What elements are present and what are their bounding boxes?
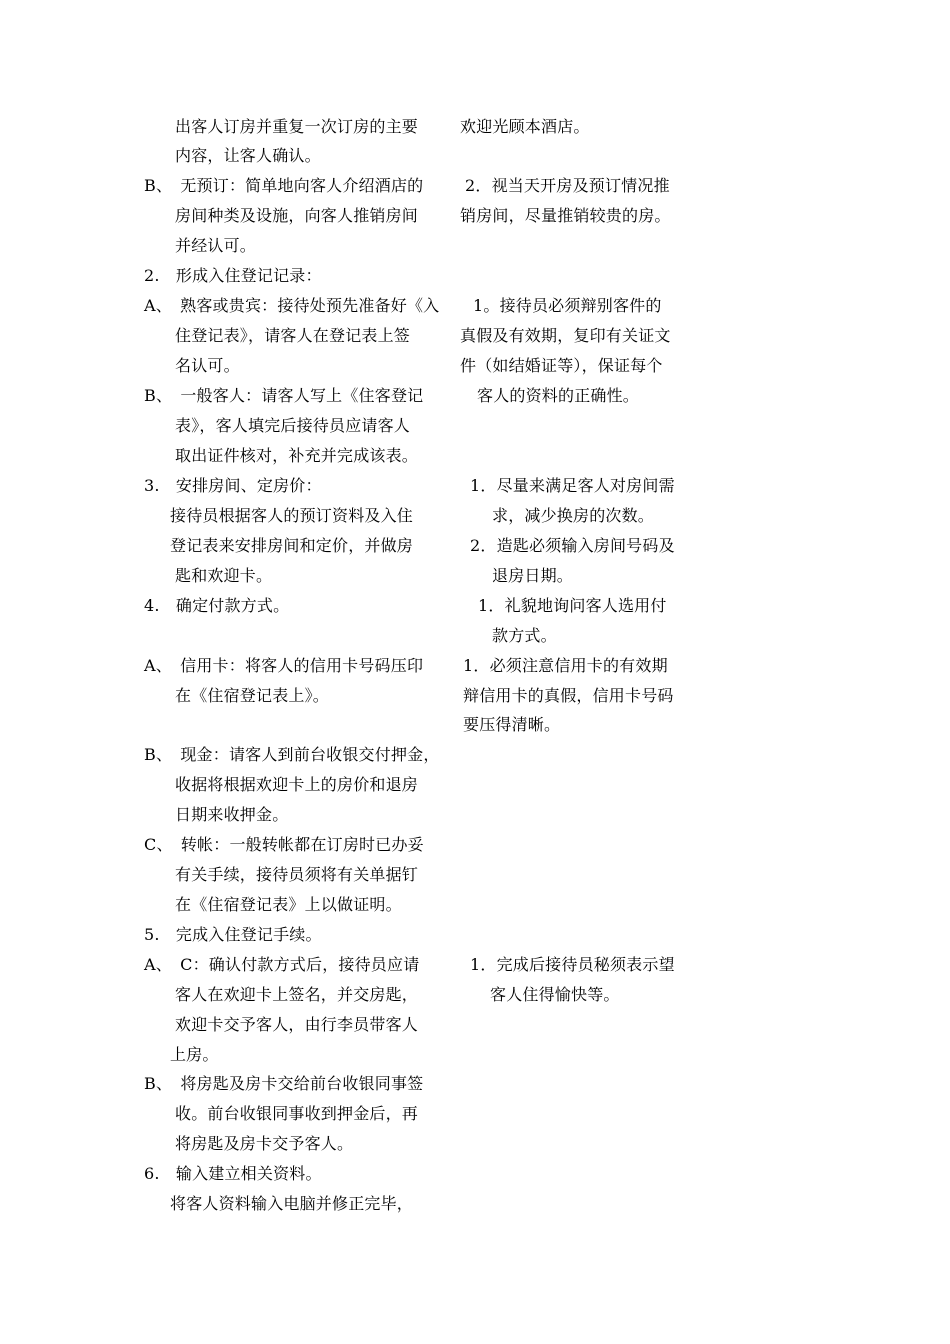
right-line: 辩信用卡的真假，信用卡号码 (463, 686, 674, 705)
right-line: 1．完成后接待员秘须表示望 (470, 955, 675, 974)
right-line: 退房日期。 (492, 566, 574, 585)
left-line: 在《住宿登记表》上以做证明。 (175, 895, 402, 914)
left-line: 取出证件核对，补充并完成该表。 (175, 446, 419, 465)
right-line: 欢迎光顾本酒店。 (460, 117, 590, 136)
left-line: 日期来收押金。 (175, 805, 289, 824)
left-line: B、 将房匙及房卡交给前台收银同事签 (144, 1074, 424, 1093)
left-line: 4. 确定付款方式。 (144, 596, 290, 615)
left-line: 名认可。 (175, 356, 240, 375)
right-line: 1．尽量来满足客人对房间需 (470, 476, 675, 495)
left-line: 在《住宿登记表上》。 (175, 686, 330, 705)
left-line: 6. 输入建立相关资料。 (144, 1164, 322, 1183)
right-line: 销房间，尽量推销较贵的房。 (460, 206, 671, 225)
right-line: 客人的资料的正确性。 (477, 386, 640, 405)
right-line: 客人住得愉快等。 (490, 985, 620, 1004)
right-line: 1．必须注意信用卡的有效期 (463, 656, 668, 675)
left-line: C、 转帐：一般转帐都在订房时已办妥 (144, 835, 424, 854)
left-line: 3. 安排房间、定房价： (144, 476, 322, 495)
left-line: 上房。 (170, 1045, 219, 1064)
left-line: 登记表来安排房间和定价，并做房 (170, 536, 414, 555)
left-line: A、 熟客或贵宾：接待处预先准备好《入 (144, 296, 440, 315)
left-line: 出客人订房并重复一次订房的主要 (175, 117, 419, 136)
right-line: 要压得清晰。 (463, 715, 561, 734)
left-line: B、 一般客人：请客人写上《住客登记 (144, 386, 424, 405)
left-line: 收据将根据欢迎卡上的房价和退房 (175, 775, 419, 794)
left-line: 有关手续，接待员须将有关单据钉 (175, 865, 419, 884)
left-line: 欢迎卡交予客人，由行李员带客人 (175, 1015, 419, 1034)
left-line: 内容，让客人确认。 (175, 146, 321, 165)
left-line: 5. 完成入住登记手续。 (144, 925, 322, 944)
right-line: 1。接待员必须辩别客件的 (473, 296, 662, 315)
right-line: 1．礼貌地询问客人选用付 (478, 596, 667, 615)
left-line: 客人在欢迎卡上签名，并交房匙， (175, 985, 419, 1004)
left-line: 匙和欢迎卡。 (175, 566, 273, 585)
right-line: 2．视当天开房及预订情况推 (465, 176, 670, 195)
left-line: B、 无预订：简单地向客人介绍酒店的 (144, 176, 424, 195)
left-line: 将客人资料输入电脑并修正完毕， (170, 1194, 414, 1213)
left-line: 住登记表》，请客人在登记表上签 (175, 326, 411, 345)
left-line: A、 C：确认付款方式后，接待员应请 (144, 955, 420, 974)
left-line: 接待员根据客人的预订资料及入住 (170, 506, 414, 525)
left-line: 房间种类及设施，向客人推销房间 (175, 206, 419, 225)
left-line: A、 信用卡：将客人的信用卡号码压印 (144, 656, 424, 675)
left-line: 收。前台收银同事收到押金后，再 (175, 1104, 419, 1123)
left-line: 将房匙及房卡交予客人。 (175, 1134, 354, 1153)
left-line: 表》，客人填完后接待员应请客人 (175, 416, 411, 435)
right-line: 款方式。 (492, 626, 557, 645)
right-line: 真假及有效期，复印有关证文 (460, 326, 671, 345)
left-line: 2. 形成入住登记记录： (144, 266, 322, 285)
right-line: 2．造匙必须输入房间号码及 (470, 536, 675, 555)
right-line: 求，减少换房的次数。 (492, 506, 655, 525)
left-line: B、 现金：请客人到前台收银交付押金， (144, 745, 440, 764)
left-line: 并经认可。 (175, 236, 257, 255)
right-line: 件（如结婚证等），保证每个 (460, 356, 663, 375)
